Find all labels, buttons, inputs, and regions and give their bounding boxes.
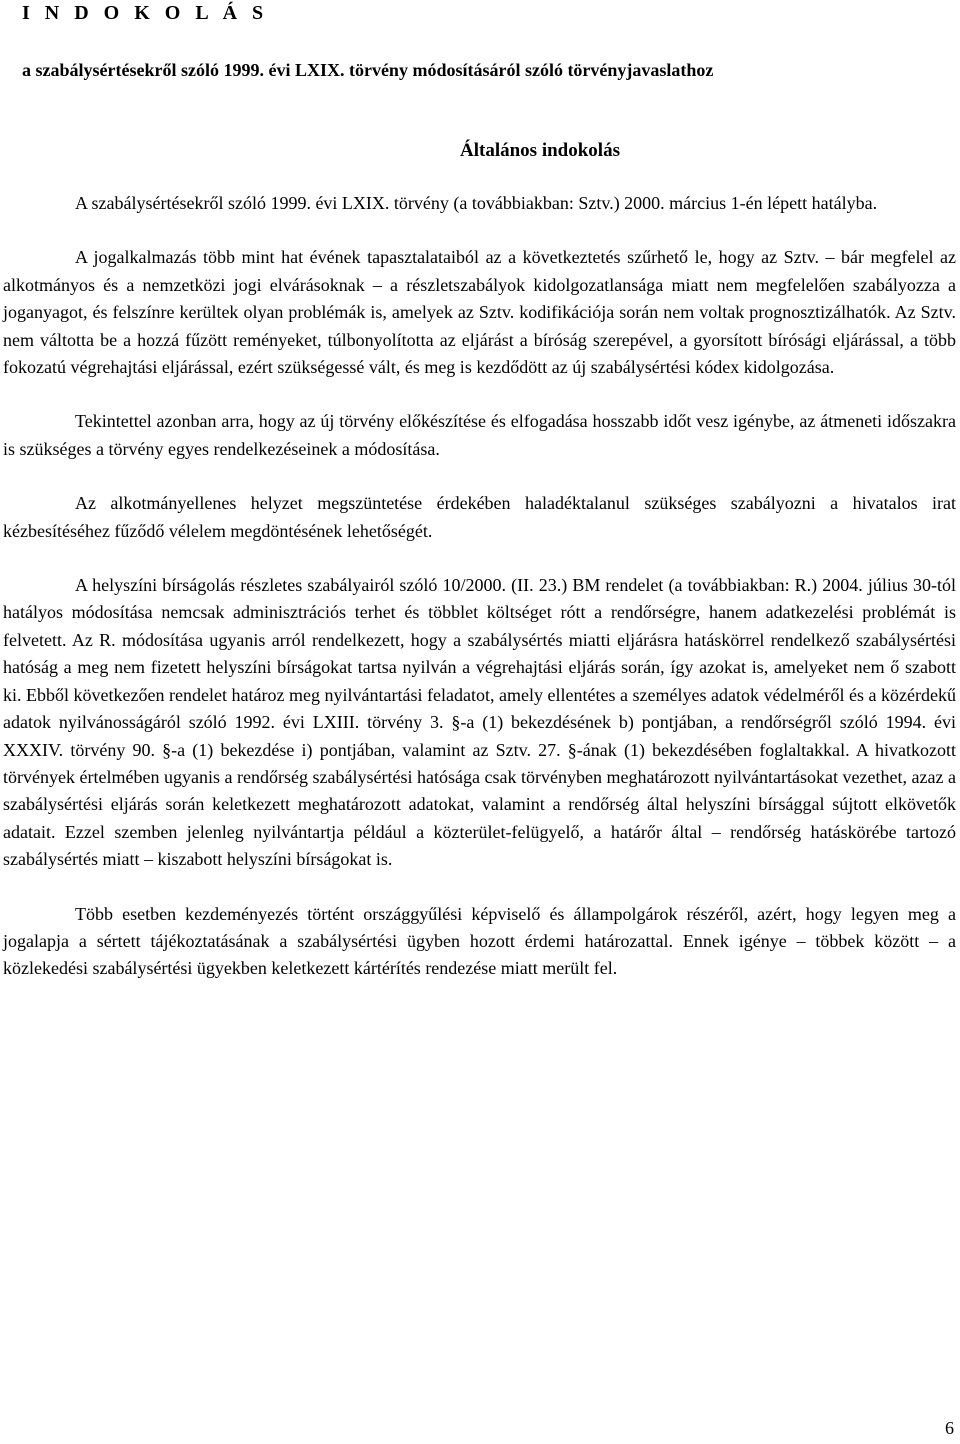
paragraph: Tekintettel azonban arra, hogy az új törvény előkészítése és elfogadása hosszabb időt vesz igénybe, az átmeneti időszakra is szükséges a törvény egyes rendelkezéseinek a módosítása.	[3, 411, 956, 459]
body-text	[3, 190, 956, 983]
document-subtitle: a szabálysértésekről szóló 1999. évi LXIX. törvény módosításáról szóló törvényjavaslathoz	[22, 60, 714, 80]
paragraph: Több esetben kezdeményezés történt országgyűlési képviselő és állampolgárok részéről, azért, hogy legyen meg a jogalapja a sértett tájékoztatásának a szabálysértési ügyben hozott érdemi határozattal. Ennek igénye – többek között – a közlekedési szabálysértési ügyekben keletkezett kártérítés rendezése miatt merült fel.	[3, 903, 956, 979]
document-title: I N D O K O L Á S	[22, 2, 269, 24]
paragraph: A helyszíni bírságolás részletes szabályairól szóló 10/2000. (II. 23.) BM rendelet (a továbbiakban: R.) 2004. július 30-tól hatályos módosítása nemcsak adminisztrációs terhet és többlet költséget rótt a rendőrségre, hanem adatkezelési problémát is felvetett. Az R. módosítása ugyanis arról rendelkezett, hogy a szabálysértés miatti eljárásra hatáskörrel rendelkező szabálysértési hatóság a meg nem fizetett helyszíni bírságokat tartsa nyilván a végrehajtási eljárás során, így azokat is, amelyeket nem ő szabott ki. Ebből következően rendelet határoz meg nyilvántartási feladatot, amely ellentétes a személyes adatok védelméről és a közérdekű adatok nyilvánosságáról szóló 1992. évi LXIII. törvény 3. §-a (1) bekezdésének b) pontjában, a rendőrségről szóló 1994. évi XXXIV. törvény 90. §-a (1) bekezdése i) pontjában, valamint az Sztv. 27. §-ának (1) bekezdésében foglaltakkal. A hivatkozott törvények értelmében ugyanis a rendőrség szabálysértési hatósága csak törvényben meghatározott nyilvántartásokat vezethet, azaz a szabálysértési eljárás során keletkezett meghatározott adatokat, valamint a rendőrség által helyszíni bírsággal sújtott elkövetők adatait. Ezzel szemben jelenleg nyilvántartja például a közterület-felügyelő, a határőr által – rendőrség hatáskörébe tartozó szabálysértés miatt – kiszabott helyszíni bírságokat is.	[3, 575, 956, 870]
section-title: Általános indokolás	[460, 140, 620, 161]
paragraph: A jogalkalmazás több mint hat évének tapasztalataiból az a következtetés szűrhető le, hogy az Sztv. – bár megfelel az alkotmányos és a nemzetközi jogi elvárásoknak – a részletszabályok kidolgozatlansága miatt nem megfelelően szabályozza a joganyagot, és felszínre kerültek olyan problémák is, amelyek az Sztv. kodifikációja során nem voltak prognosztizálhatók. Az Sztv. nem váltotta be a hozzá fűzött reményeket, túlbonyolította az eljárást a bíróság szerepével, a gyorsított bírósági eljárással, a több fokozatú végrehajtási eljárással, ezért szükségessé vált, és meg is kezdődött az új szabálysértési kódex kidolgozása.	[3, 247, 956, 378]
paragraph: Az alkotmányellenes helyzet megszüntetése érdekében haladéktalanul szükséges szabályozni a hivatalos irat kézbesítéséhez fűződő vélelem megdöntésének lehetőségét.	[3, 493, 956, 541]
page-number: 6	[945, 1418, 954, 1438]
paragraph: A szabálysértésekről szóló 1999. évi LXIX. törvény (a továbbiakban: Sztv.) 2000. március 1-én lépett hatályba.	[75, 193, 878, 213]
